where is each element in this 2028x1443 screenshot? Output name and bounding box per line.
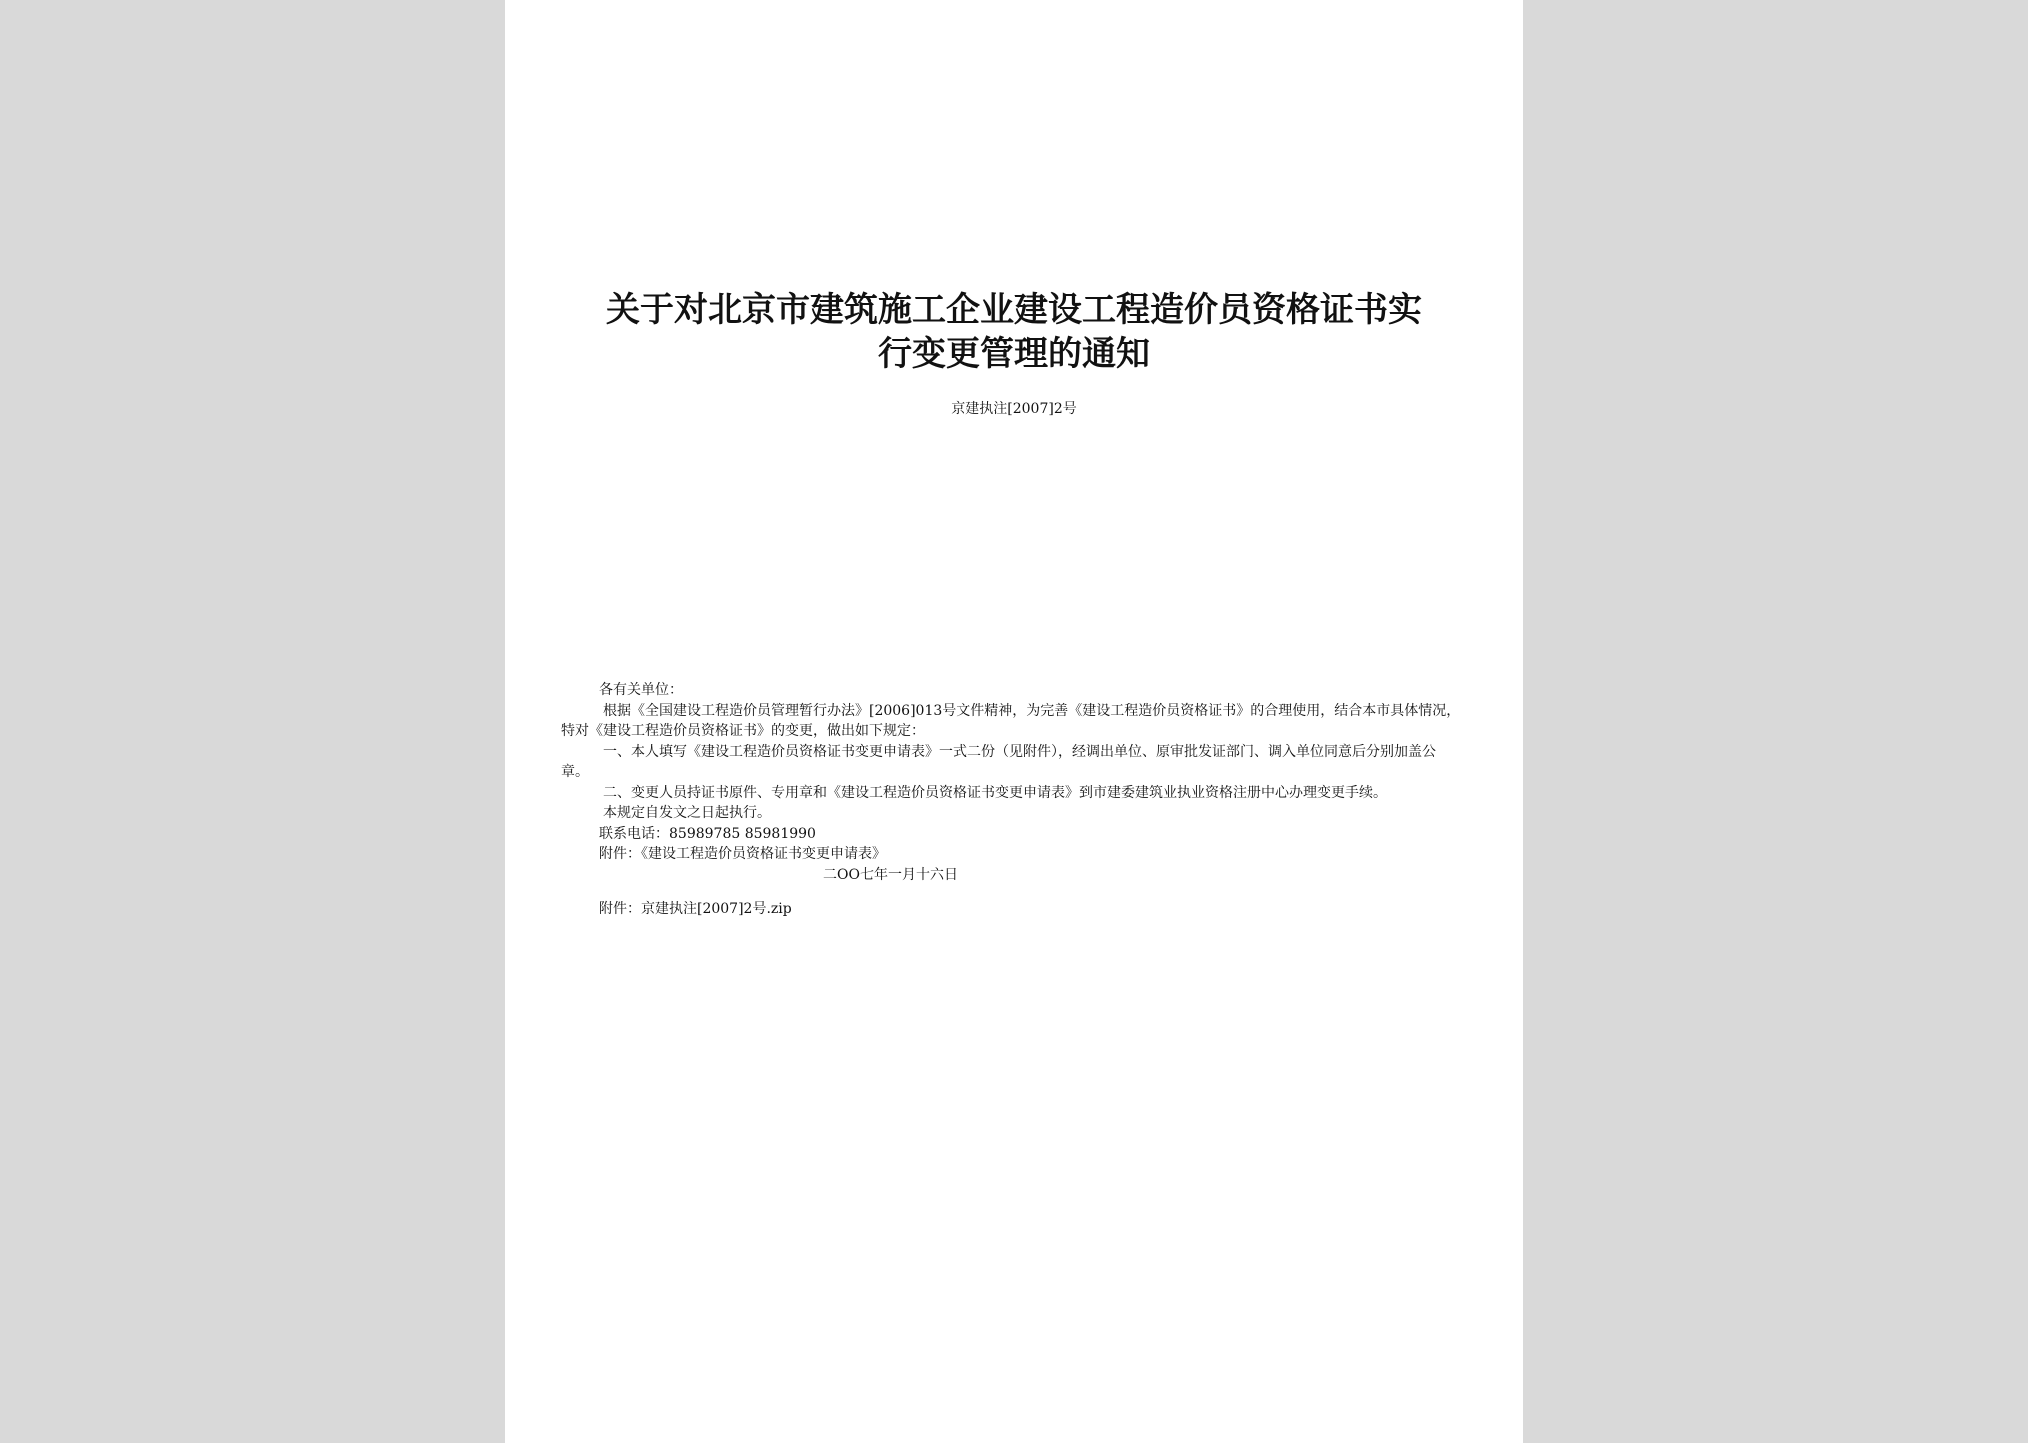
document-number: 京建执注[2007]2号 xyxy=(951,401,1077,417)
salutation: 各有关单位： xyxy=(599,682,683,698)
title-line-2: 行变更管理的通知 xyxy=(878,334,1150,374)
document-body xyxy=(561,680,1463,920)
issue-date: 二OO七年一月十六日 xyxy=(823,866,958,883)
attachment-note: 附件：《建设工程造价员资格证书变更申请表》 xyxy=(599,846,886,862)
paragraph-basis: 根据《全国建设工程造价员管理暂行办法》[2006]013号文件精神，为完善《建设工程造价员资格证书》的合理使用，结合本市具体情况，特对《建设工程造价员资格证书》的变更，做出如下规定： xyxy=(561,702,1461,739)
title-line-1: 关于对北京市建筑施工企业建设工程造价员资格证书实 xyxy=(606,290,1422,330)
paragraph-item-2: 二、变更人员持证书原件、专用章和《建设工程造价员资格证书变更申请表》到市建委建筑业执业资格注册中心办理变更手续。 xyxy=(603,784,1387,801)
document-page xyxy=(505,0,1523,1443)
paragraph-item-1: 一、本人填写《建设工程造价员资格证书变更申请表》一式二份（见附件），经调出单位、原审批发证部门、调入单位同意后分别加盖公章。 xyxy=(561,743,1436,780)
attachment-file-link[interactable]: 附件：京建执注[2007]2号.zip xyxy=(599,901,792,917)
document-title xyxy=(505,288,1523,376)
contact-phone: 联系电话：85989785 85981990 xyxy=(599,825,816,842)
paragraph-effective: 本规定自发文之日起执行。 xyxy=(603,805,771,821)
spacer xyxy=(561,885,1463,899)
